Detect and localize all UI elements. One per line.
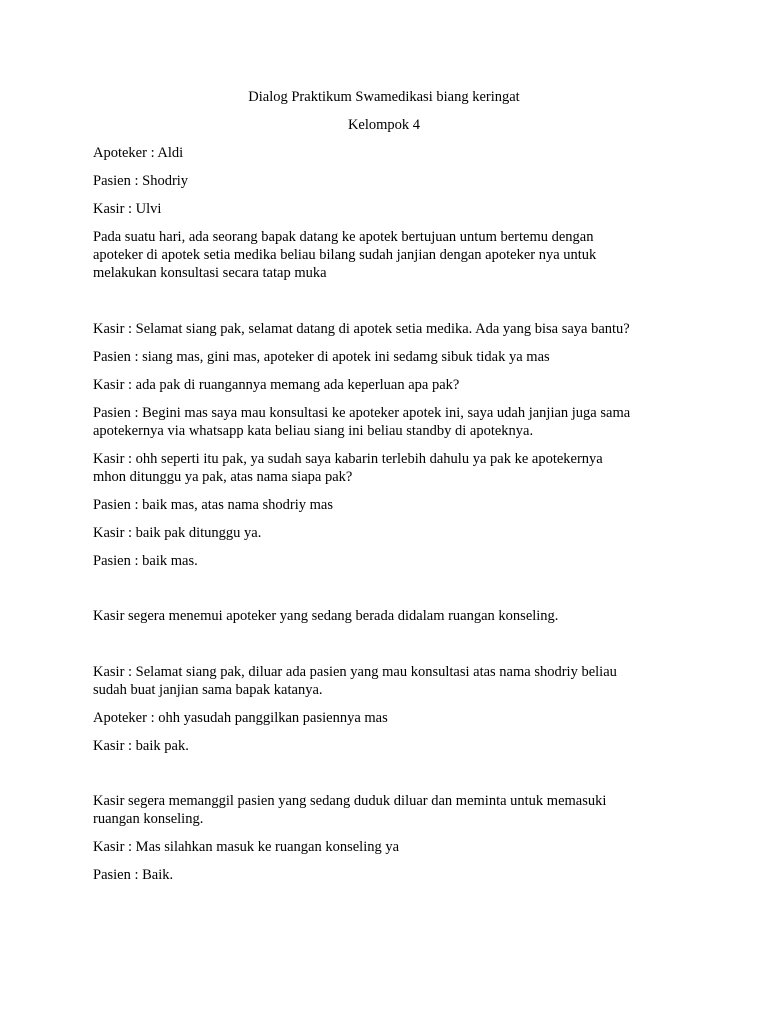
dialog-line: apotekernya via whatsapp kata beliau siang ini beliau standby di apoteknya.: [93, 423, 534, 439]
dialog-line: Kasir : Selamat siang pak, diluar ada pasien yang mau konsultasi atas nama shodriy beliau: [93, 664, 617, 680]
dialog-line: Kasir : ada pak di ruangannya memang ada keperluan apa pak?: [93, 377, 460, 393]
dialog-line: mhon ditunggu ya pak, atas nama siapa pak?: [93, 469, 353, 485]
dialog-line: Kasir : baik pak ditunggu ya.: [93, 525, 262, 541]
dialog-line: Pasien : baik mas, atas nama shodriy mas: [93, 497, 334, 513]
dialog-line: Pasien : Begini mas saya mau konsultasi ke apoteker apotek ini, saya udah janjian juga sama: [93, 405, 631, 421]
narration-line: Kasir segera memanggil pasien yang sedang duduk diluar dan meminta untuk memasuki: [93, 793, 607, 809]
dialog-line: Pasien : baik mas.: [93, 553, 198, 569]
intro-line: Pada suatu hari, ada seorang bapak datang ke apotek bertujuan untum bertemu dengan: [93, 229, 594, 245]
intro-line: apoteker di apotek setia medika beliau bilang sudah janjian dengan apoteker nya untuk: [93, 247, 597, 263]
narration-line: ruangan konseling.: [93, 811, 204, 827]
document-title: Dialog Praktikum Swamedikasi biang keringat: [248, 89, 520, 105]
dialog-line: Pasien : siang mas, gini mas, apoteker di apotek ini sedamg sibuk tidak ya mas: [93, 349, 550, 365]
dialog-line: Apoteker : ohh yasudah panggilkan pasiennya mas: [93, 710, 388, 726]
dialog-line: sudah buat janjian sama bapak katanya.: [93, 682, 323, 698]
role-pasien: Pasien : Shodriy: [93, 173, 189, 189]
narration-line: Kasir segera menemui apoteker yang sedang berada didalam ruangan konseling.: [93, 608, 559, 624]
dialog-line: Kasir : baik pak.: [93, 738, 189, 754]
dialog-line: Pasien : Baik.: [93, 867, 174, 883]
group-label: Kelompok 4: [347, 117, 421, 133]
intro-line: melakukan konsultasi secara tatap muka: [93, 265, 327, 281]
dialog-line: Kasir : ohh seperti itu pak, ya sudah saya kabarin terlebih dahulu ya pak ke apotekernya: [93, 451, 603, 467]
role-apoteker: Apoteker : Aldi: [93, 145, 184, 161]
dialog-line: Kasir : Mas silahkan masuk ke ruangan konseling ya: [93, 839, 400, 855]
role-kasir: Kasir : Ulvi: [93, 201, 162, 217]
dialog-line: Kasir : Selamat siang pak, selamat datang di apotek setia medika. Ada yang bisa saya bantu?: [93, 321, 630, 337]
